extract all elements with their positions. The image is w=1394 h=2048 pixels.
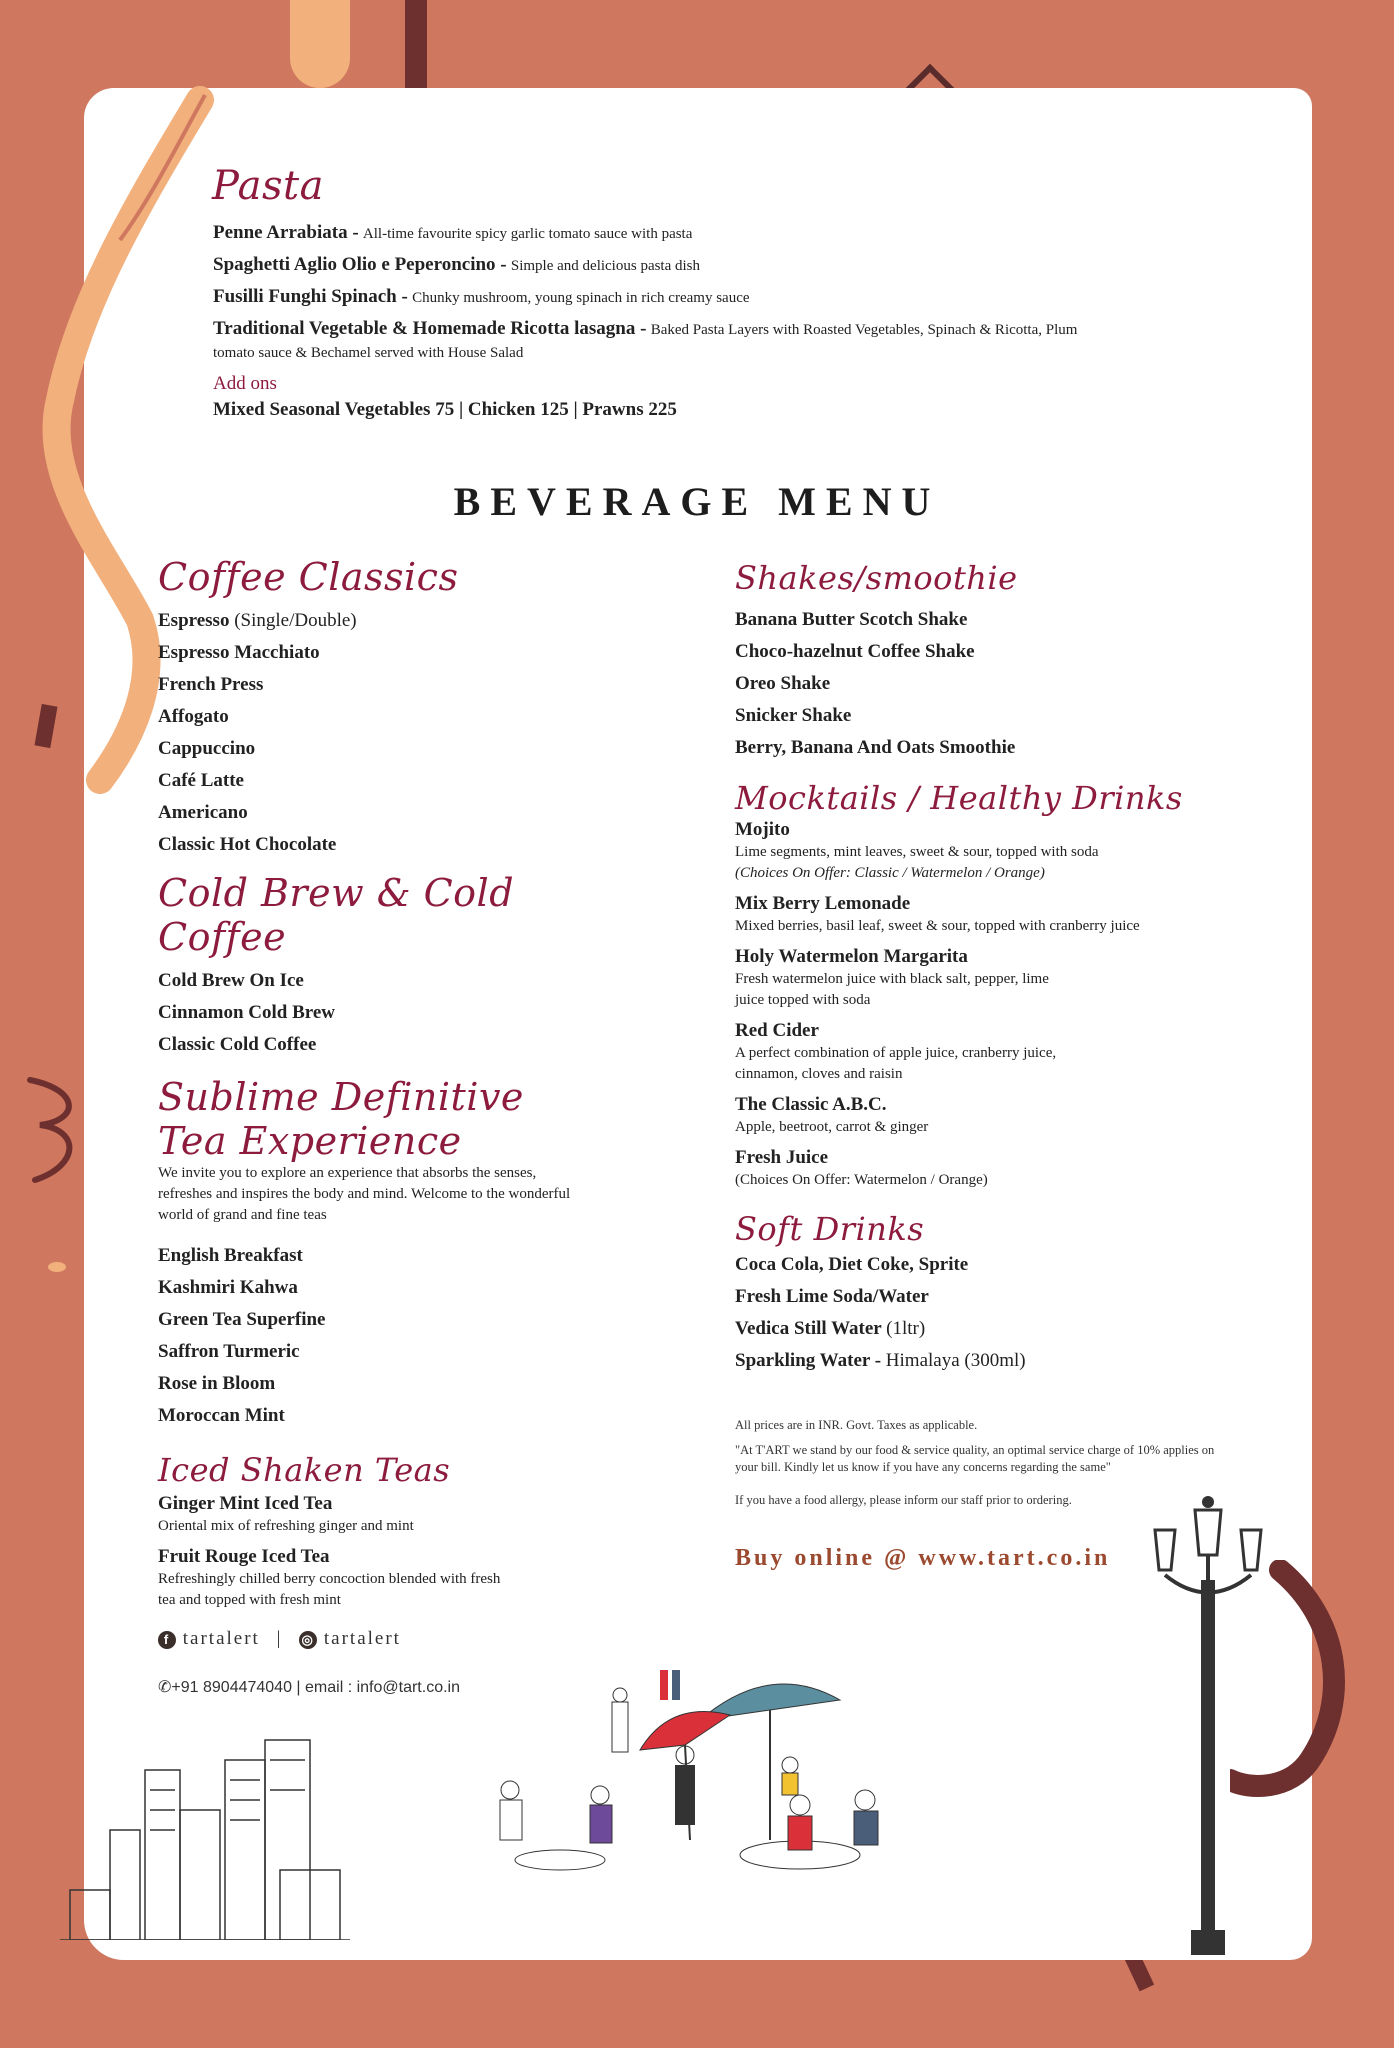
pasta-item [213,286,1113,309]
tea-heading-line1: Sublime Definitive [158,1075,524,1119]
shakes-heading: Shakes/smoothie [735,559,1018,597]
instagram-handle[interactable]: tartalert [323,1628,401,1649]
cold-brew-item: Cinnamon Cold Brew [158,1002,336,1023]
coffee-item: Classic Hot Chocolate [158,834,337,855]
tea-item: Kashmiri Kahwa [158,1277,298,1298]
social-separator: | [276,1628,283,1649]
pasta-item-name: Spaghetti Aglio Olio e Peperoncino - [213,254,507,275]
addons-label: Add ons [213,373,277,394]
shake-item: Banana Butter Scotch Shake [735,609,968,630]
soft-drink-item [735,1313,1255,1345]
mocktail-item-name: Holy Watermelon Margarita [735,946,968,967]
coffee-item-name: Espresso [158,610,230,631]
cold-brew-item: Cold Brew On Ice [158,970,304,991]
cold-brew-item: Classic Cold Coffee [158,1034,317,1055]
beverage-menu-title: BEVERAGE MENU [453,479,941,524]
mocktails-heading: Mocktails / Healthy Drinks [735,779,1183,817]
coffee-classics-heading: Coffee Classics [158,555,459,599]
decor-squiggle-left [20,1070,90,1190]
soft-drinks-heading: Soft Drinks [735,1210,925,1248]
mocktail-item-name: Mix Berry Lemonade [735,893,911,914]
mocktail-item-name: Mojito [735,819,790,840]
addons-list: Mixed Seasonal Vegetables 75 | Chicken 125 | Prawns 225 [213,399,677,420]
mocktail-item-desc: Apple, beetroot, carrot & ginger [735,1119,929,1135]
tea-heading-line2: Tea Experience [158,1119,462,1163]
pasta-heading: Pasta [212,163,324,209]
pasta-item [213,222,1113,245]
mocktail-item-desc: Mixed berries, basil leaf, sweet & sour, topped with cranberry juice [735,918,1140,934]
pasta-item [213,254,1113,277]
facebook-handle[interactable]: tartalert [182,1628,260,1649]
pasta-item-name: Traditional Vegetable & Homemade Ricotta lasagna - [213,318,647,339]
soft-drink-item [735,1345,1255,1377]
coffee-item: Café Latte [158,770,244,791]
pasta-list [213,222,1113,421]
tea-item: English Breakfast [158,1245,303,1266]
social-links [158,1628,401,1650]
soft-drink-name: Vedica Still Water [735,1318,882,1339]
left-column [158,555,628,1611]
facebook-icon[interactable]: f [158,1631,176,1649]
shake-item: Berry, Banana And Oats Smoothie [735,737,1016,758]
pasta-item-desc: All-time favourite spicy garlic tomato sauce with pasta [362,226,693,242]
coffee-item: Affogato [158,706,229,727]
pasta-item [213,318,1113,364]
mocktail-item-name: Fresh Juice [735,1147,829,1168]
prices-note: All prices are in INR. Govt. Taxes as applicable. [735,1418,978,1432]
allergy-note: If you have a food allergy, please inform our staff prior to ordering. [735,1493,1072,1507]
soft-drink-note: (1ltr) [886,1318,926,1339]
cafe-scene-illustration [470,1640,950,1920]
decor-orange-stroke [290,0,350,88]
tea-intro: We invite you to explore an experience that absorbs the senses, refreshes and inspires the body and mind. Welcome to the wonderful world of grand and fine teas [158,1165,571,1223]
coffee-item: Americano [158,802,248,823]
soft-drink-name: Sparkling Water - [735,1350,882,1371]
mocktail-item-desc: Fresh watermelon juice with black salt, pepper, lime juice topped with soda [735,971,1049,1008]
pasta-item-desc: Baked Pasta Layers with Roasted Vegetables, Spinach & Ricotta, Plum tomato sauce & Bechamel served with House Salad [213,322,1078,361]
street-lamp-illustration [1145,1490,1275,1960]
mocktail-item-note [735,863,1255,884]
iced-tea-item-desc: Refreshingly chilled berry concoction blended with fresh tea and topped with fresh mint [158,1571,501,1608]
decor-dot-left [48,1262,66,1272]
instagram-icon[interactable]: ◎ [299,1631,317,1649]
iced-tea-item-desc: Oriental mix of refreshing ginger and mint [158,1518,414,1534]
iced-teas-heading: Iced Shaken Teas [158,1451,451,1489]
coffee-item: Espresso Macchiato [158,642,320,663]
iced-tea-item-name: Fruit Rouge Iced Tea [158,1546,330,1567]
buy-online-link[interactable]: Buy online @ www.tart.co.in [735,1545,1111,1571]
iced-tea-item-name: Ginger Mint Iced Tea [158,1493,333,1514]
mocktail-item-desc: Lime segments, mint leaves, sweet & sour, topped with soda [735,844,1099,860]
shake-item: Oreo Shake [735,673,831,694]
pasta-item-name: Penne Arrabiata - [213,222,359,243]
pasta-item-desc: Chunky mushroom, young spinach in rich creamy sauce [412,290,750,306]
coffee-item [158,605,628,637]
city-skyline-illustration [50,1700,350,1940]
mocktail-item-desc: (Choices On Offer: Watermelon / Orange) [735,1172,988,1188]
shake-item: Choco-hazelnut Coffee Shake [735,641,975,662]
mocktail-item-name: Red Cider [735,1020,819,1041]
pasta-item-desc: Simple and delicious pasta dish [510,258,701,274]
coffee-item-note: (Single/Double) [234,610,357,631]
coffee-item: French Press [158,674,264,695]
right-column [735,558,1255,1572]
tea-item: Rose in Bloom [158,1373,276,1394]
tea-item: Moroccan Mint [158,1405,285,1426]
mocktail-note-text: (Choices On Offer: Classic / Watermelon / Orange) [735,865,1045,881]
mocktail-item-desc: A perfect combination of apple juice, cranberry juice, cinnamon, cloves and raisin [735,1045,1057,1082]
tea-item: Saffron Turmeric [158,1341,300,1362]
service-charge-note: "At T'ART we stand by our food & service quality, an optimal service charge of 10% applies on your bill. Kindly let us know if you have any concerns regarding the same" [735,1443,1215,1474]
tea-item: Green Tea Superfine [158,1309,326,1330]
shake-item: Snicker Shake [735,705,852,726]
soft-drink-item: Coca Cola, Diet Coke, Sprite [735,1254,969,1275]
mocktail-item-name: The Classic A.B.C. [735,1094,887,1115]
cold-brew-heading: Cold Brew & Cold Coffee [158,871,515,959]
pasta-item-name: Fusilli Funghi Spinach - [213,286,408,307]
soft-drink-note: Himalaya (300ml) [885,1350,1026,1371]
contact-info: ✆+91 8904474040 | email : info@tart.co.in [158,1679,460,1696]
soft-drink-item: Fresh Lime Soda/Water [735,1286,929,1307]
coffee-item: Cappuccino [158,738,256,759]
